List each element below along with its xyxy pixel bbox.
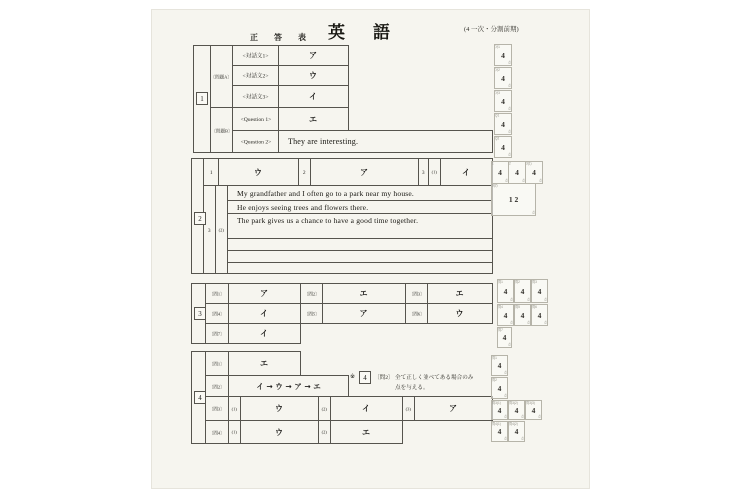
score-value: 4	[503, 286, 508, 296]
section-3-number: 3	[194, 307, 206, 320]
answer-sheet-page	[152, 10, 589, 488]
doc-type-label: 正 答 表	[250, 33, 313, 42]
score-value: 4	[501, 96, 505, 106]
score-box: 問2 4 点	[492, 378, 507, 398]
edition-label: (4 一次・分割前期)	[464, 26, 519, 33]
score-box: 問1 4 点	[498, 280, 513, 302]
score-value: 4	[520, 286, 525, 296]
score-box: 問3 4 点	[532, 280, 547, 302]
question-label: 〔問3〕	[205, 396, 229, 421]
score-value: 4	[498, 168, 502, 177]
question-sub-number: (2)	[318, 396, 331, 421]
question-label: 〔問7〕	[205, 323, 229, 344]
question-sub-number: (1)	[428, 158, 441, 186]
answer-cell: ア	[310, 158, 419, 186]
essay-line	[227, 262, 493, 274]
answer-cell: エ	[330, 420, 403, 444]
question-label: 〔問4〕	[205, 420, 229, 444]
score-box: 3(1) 4 点	[526, 162, 542, 183]
question-label: 〔問2〕	[205, 375, 229, 397]
essay-line: The park gives us a chance to have a good time together.	[227, 213, 493, 239]
answer-cell: ウ	[278, 65, 349, 86]
essay-line: He enjoys seeing trees and flowers there.	[227, 200, 493, 214]
score-box: 問6 4 点	[532, 305, 547, 325]
question-sub-number: (3)	[402, 396, 415, 421]
score-value: 1 2	[508, 195, 519, 204]
question-label: 〔問1〕	[205, 351, 229, 376]
score-box: 問4(2) 4 点	[509, 422, 524, 441]
score-box: 対3 4 点	[495, 91, 511, 111]
score-value: 4	[497, 361, 502, 370]
answer-cell: イ	[228, 303, 301, 324]
score-value: 4	[501, 142, 505, 152]
note-mark: ※	[350, 374, 356, 380]
essay-line: My grandfather and I often go to a park near my house.	[227, 185, 493, 201]
score-value: 4	[537, 286, 542, 296]
question-number: 2	[298, 158, 311, 186]
section-2-number: 2	[194, 212, 206, 225]
score-value: 4	[501, 119, 505, 129]
note-text-line1: 全て正しく並べてある場合のみ	[395, 374, 474, 381]
section-1-number: 1	[196, 92, 208, 105]
score-box: 2 4 点	[509, 162, 525, 183]
score-value: 4	[514, 405, 519, 415]
score-value: 4	[537, 310, 542, 320]
score-box: 問3(1) 4 点	[492, 401, 507, 419]
score-value: 4	[532, 168, 536, 177]
note-text-line2: 点を与える。	[395, 384, 429, 391]
answer-cell: They are interesting.	[278, 130, 493, 153]
section-4-number: 4	[194, 391, 206, 404]
score-value: 4	[497, 427, 502, 436]
question-sub-number: (1)	[228, 396, 241, 421]
question-label: 〔問4〕	[205, 303, 229, 324]
score-box: Q2 4 点	[495, 137, 511, 157]
score-box: 1 4 点	[492, 162, 508, 183]
answer-cell: ア	[228, 283, 301, 304]
score-box: 問7 4 点	[498, 328, 511, 347]
score-box: 対2 4 点	[495, 68, 511, 88]
score-value: 4	[497, 383, 502, 393]
score-box: 問3(3) 4 点	[526, 401, 541, 419]
answer-cell: イ	[440, 158, 493, 186]
score-value: 4	[501, 73, 505, 83]
answer-cell: ア	[278, 45, 349, 66]
note-section-ref: 4	[359, 371, 371, 384]
score-value: 4	[531, 405, 536, 415]
answer-cell: ウ	[240, 396, 319, 421]
question-label: <対話文3>	[232, 85, 279, 108]
score-value: 4	[497, 405, 502, 415]
answer-cell: ア	[322, 303, 406, 324]
page-title: 英語	[328, 23, 418, 42]
score-value: 4	[520, 310, 525, 320]
score-box: 問3(2) 4 点	[509, 401, 524, 419]
question-label: <対話文2>	[232, 65, 279, 86]
answer-cell: エ	[278, 107, 349, 131]
group-b-label: 〔問題B〕	[210, 107, 233, 153]
answer-cell: エ	[228, 351, 301, 376]
question-label: 〔問2〕	[300, 283, 323, 304]
answer-cell: イ	[228, 323, 301, 344]
question-label: 〔問6〕	[405, 303, 428, 324]
question-label: <Question 2>	[232, 130, 279, 153]
question-label: 〔問1〕	[205, 283, 229, 304]
score-box: 問4 4 点	[498, 305, 513, 325]
question-label: <Question 1>	[232, 107, 279, 131]
score-box: Q1 4 点	[495, 114, 511, 134]
score-box: 問4(1) 4 点	[492, 422, 507, 441]
question-label: 〔問3〕	[405, 283, 428, 304]
question-label: <対話文1>	[232, 45, 279, 66]
answer-cell: イ	[278, 85, 349, 108]
answer-cell: イ	[330, 396, 403, 421]
answer-cell: エ	[427, 283, 493, 304]
score-value: 4	[501, 50, 505, 60]
answer-cell: ウ	[240, 420, 319, 444]
answer-cell: エ	[322, 283, 406, 304]
score-box: 問1 4 点	[492, 356, 507, 375]
question-number: 1	[203, 158, 219, 186]
score-box: 対1 4 点	[495, 45, 511, 65]
score-box-essay: 3(2) 1 2 点	[492, 184, 535, 215]
essay-question-sub-number: (2)	[215, 185, 228, 274]
score-value: 4	[514, 427, 519, 436]
question-label: 〔問5〕	[300, 303, 323, 324]
score-value: 4	[503, 310, 508, 320]
score-value: 4	[502, 333, 507, 342]
answer-cell: ウ	[427, 303, 493, 324]
answer-cell: イ → ウ → ア → エ	[228, 375, 349, 397]
answer-cell: ウ	[218, 158, 299, 186]
question-sub-number: (2)	[318, 420, 331, 444]
score-box: 問5 4 点	[515, 305, 530, 325]
answer-cell: ア	[414, 396, 493, 421]
question-sub-number: (1)	[228, 420, 241, 444]
group-a-label: 〔問題A〕	[210, 45, 233, 108]
score-value: 4	[515, 168, 519, 177]
essay-question-number: 3	[203, 185, 216, 274]
note-question-ref: 〔問2〕	[374, 374, 394, 381]
score-box: 問2 4 点	[515, 280, 530, 302]
question-number: 3	[418, 158, 429, 186]
